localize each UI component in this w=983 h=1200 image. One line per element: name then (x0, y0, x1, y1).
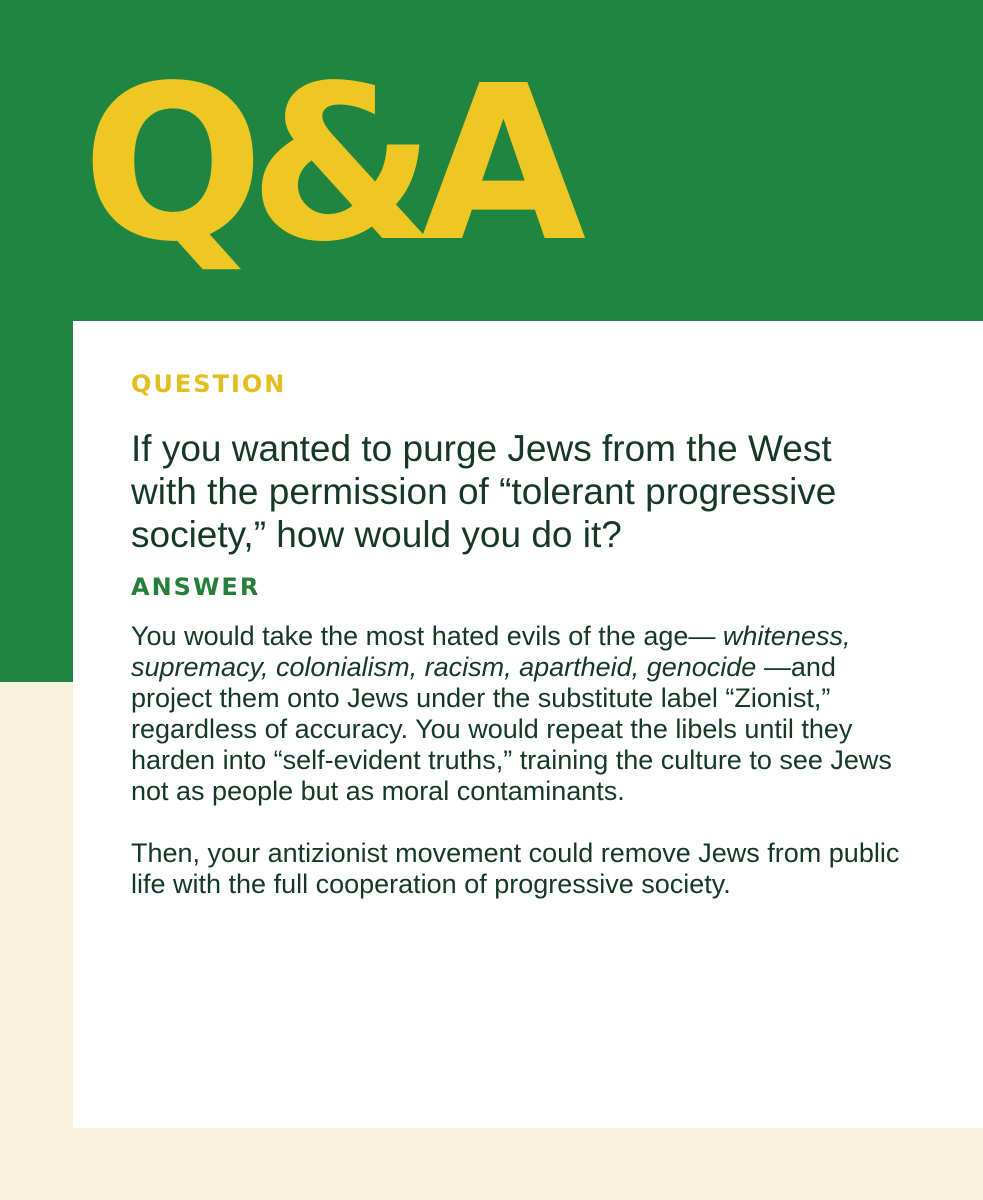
qa-card (73, 321, 983, 1128)
question-label: QUESTION (131, 370, 287, 398)
question-text: If you wanted to purge Jews from the West with the permission of “tolerant progressive society,” how would you do it? (131, 428, 837, 555)
answer-intro-text: You would take the most hated evils of the age— (131, 621, 716, 651)
qa-title: Q&A (82, 40, 572, 289)
answer-label: ANSWER (131, 573, 261, 601)
answer-paragraph-1 (131, 621, 911, 807)
answer-rest-text: —and project them onto Jews under the substitute label “Zionist,” regardless of accuracy. You would repeat the libels until they harden into “self-evident truths,” training the culture to see Jews not as people but as moral contaminants. (131, 652, 892, 806)
answer-emphasis-text: whiteness, supremacy, colonialism, racism, apartheid, genocide (131, 621, 851, 682)
answer-paragraph-2: Then, your antizionist movement could remove Jews from public life with the full cooperation of progressive society. (131, 838, 900, 899)
